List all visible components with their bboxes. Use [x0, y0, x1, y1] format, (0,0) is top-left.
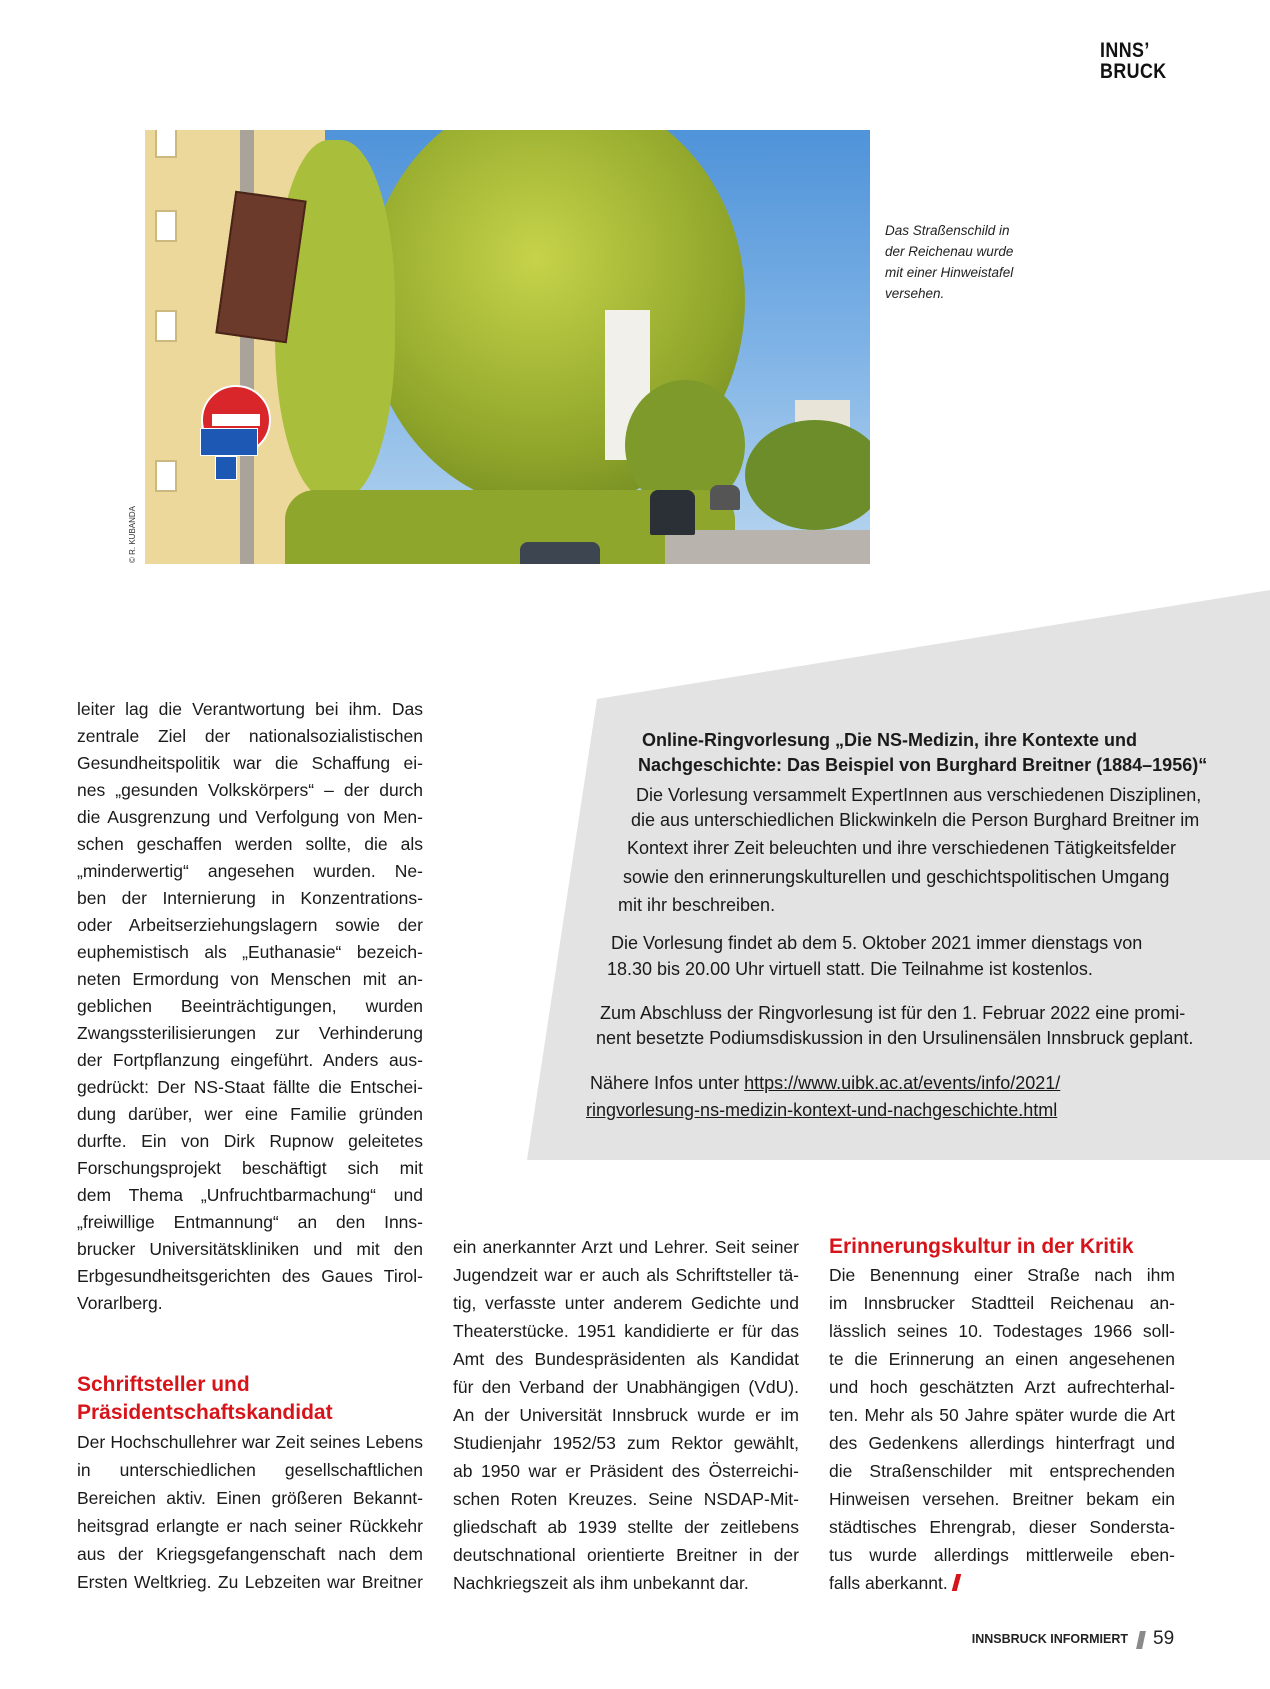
- text-line: [829, 1513, 1175, 1541]
- text-line: [77, 939, 423, 966]
- text-line: [77, 1484, 423, 1512]
- text-line: [829, 1373, 1175, 1401]
- text-line-content: durfte. Ein von Dirk Rupnow geleitetes: [77, 1131, 423, 1151]
- heading-line: Schriftsteller und: [77, 1373, 250, 1396]
- text-line: [453, 1261, 799, 1289]
- text-line: [77, 1236, 423, 1263]
- event-link[interactable]: ringvorlesung-ns-medizin-kontext-und-nachgeschichte.html: [586, 1100, 1058, 1120]
- text-line-content: Die Benennung einer Straße nach ihm: [829, 1265, 1175, 1285]
- text-line: [829, 1457, 1175, 1485]
- text-line: [77, 1128, 423, 1155]
- text-line: [77, 993, 423, 1020]
- section-heading: [77, 1371, 333, 1427]
- info-box-title: Nachgeschichte: Das Beispiel von Burghard Breitner (1884–1956)“: [638, 755, 1208, 775]
- text-line: [77, 912, 423, 939]
- text-line: [77, 1155, 423, 1182]
- text-line-content: Amt des Bundespräsidenten als Kandidat: [453, 1349, 799, 1369]
- logo-line-2: BRUCK: [1100, 60, 1167, 83]
- text-line: [453, 1373, 799, 1401]
- info-prefix: Nähere Infos unter: [590, 1073, 745, 1093]
- text-line: [453, 1289, 799, 1317]
- text-line-content: Theaterstücke. 1951 kandidierte er für das: [453, 1321, 799, 1341]
- text-line-content: schen geschaffen werden sollte, die als: [77, 834, 423, 854]
- caption-line: Das Straßenschild in: [885, 223, 1010, 238]
- text-line: [77, 885, 423, 912]
- text-line-content: lässlich seines 10. Todestages 1966 soll-: [829, 1321, 1175, 1341]
- text-line-content: schen Roten Kreuzes. Seine NSDAP-Mit-: [453, 1489, 799, 1509]
- text-line-content: te die Erinnerung an einen angesehenen: [829, 1349, 1175, 1369]
- text-line: [77, 804, 423, 831]
- text-line: [77, 1290, 423, 1317]
- text-line-content: Jugendzeit war er auch als Schriftsteller tä-: [453, 1265, 799, 1285]
- info-text: [586, 1097, 1057, 1123]
- text-line-content: Hinweisen versehen. Breitner bekam ein: [829, 1489, 1175, 1509]
- text-line: [829, 1345, 1175, 1373]
- text-line-content: Studienjahr 1952/53 zum Rektor gewählt,: [453, 1433, 799, 1453]
- right-column-text: [829, 1261, 1175, 1597]
- info-box-title: Online-Ringvorlesung „Die NS-Medizin, ihre Kontexte und: [642, 730, 1138, 750]
- text-line: [77, 858, 423, 885]
- text-line-content: aus der Kriegsgefangenschaft nach dem: [77, 1544, 423, 1564]
- photo-caption: [885, 220, 1035, 304]
- text-line: [453, 1541, 799, 1569]
- info-text: die aus unterschiedlichen Blickwinkeln die Person Burghard Breitner im: [631, 810, 1200, 830]
- text-line-content: die Ausgrenzung und Verfolgung von Men-: [77, 807, 423, 827]
- text-line: [453, 1345, 799, 1373]
- text-line-content: Der Hochschullehrer war Zeit seines Lebens: [77, 1432, 423, 1452]
- text-line: [829, 1261, 1175, 1289]
- text-line-content: geblichen Beeinträchtigungen, wurden: [77, 996, 423, 1016]
- text-line: [77, 1428, 423, 1456]
- left-column-text-2: [77, 1428, 423, 1596]
- text-line: [829, 1485, 1175, 1513]
- publication-name: INNSBRUCK INFORMIERT: [971, 1632, 1128, 1646]
- text-line: [77, 1263, 423, 1290]
- text-line-content: gedrückt: Der NS-Staat fällte die Entschei-: [77, 1077, 423, 1097]
- caption-line: versehen.: [885, 286, 945, 301]
- text-line-content: heitsgrad erlangte er nach seiner Rückkehr: [77, 1516, 423, 1536]
- middle-column-text: [453, 1233, 799, 1597]
- text-line-content: Gesundheitspolitik war die Schaffung ei-: [77, 753, 423, 773]
- event-link[interactable]: https://www.uibk.ac.at/events/info/2021/: [744, 1073, 1061, 1093]
- text-line-content: ben der Internierung in Konzentrations-: [77, 888, 423, 908]
- text-line: [77, 696, 423, 723]
- text-line-content: An der Universität Innsbruck wurde er im: [453, 1405, 799, 1425]
- text-line-content: Nachkriegszeit als ihm unbekannt dar.: [453, 1573, 749, 1593]
- text-line-content: der Fortpflanzung eingeführt. Anders aus-: [77, 1050, 423, 1070]
- text-line: [829, 1569, 1175, 1597]
- text-line-content: euphemistisch als „Euthanasie“ bezeich-: [77, 942, 423, 962]
- text-line: [829, 1317, 1175, 1345]
- text-line-content: neten Ermordung von Menschen mit an-: [77, 969, 423, 989]
- text-line: [829, 1541, 1175, 1569]
- photo-credit: © R. KUBANDA: [128, 505, 137, 563]
- text-line: [829, 1401, 1175, 1429]
- text-line-content: ab 1950 war er Präsident des Österreichi-: [453, 1461, 799, 1481]
- text-line-content: und hoch geschätzten Arzt aufrechterhal-: [829, 1377, 1175, 1397]
- text-line-content: tus wurde allerdings mittlerweile eben-: [829, 1545, 1175, 1565]
- info-text: 18.30 bis 20.00 Uhr virtuell statt. Die Teilnahme ist kostenlos.: [607, 959, 1093, 979]
- text-line-content: gliedschaft ab 1939 stellte der zeitlebens: [453, 1517, 799, 1537]
- info-text: Zum Abschluss der Ringvorlesung ist für den 1. Februar 2022 eine promi-: [600, 1003, 1186, 1023]
- text-line: [77, 1512, 423, 1540]
- text-line: [453, 1485, 799, 1513]
- caption-line: mit einer Hinweistafel: [885, 265, 1014, 280]
- text-line: [77, 750, 423, 777]
- text-line-content: dung darüber, wer eine Familie gründen: [77, 1104, 423, 1124]
- text-line: [829, 1289, 1175, 1317]
- text-line-content: dem Thema „Unfruchtbarmachung“ und: [77, 1185, 423, 1205]
- text-line: [77, 1456, 423, 1484]
- info-text: Kontext ihrer Zeit beleuchten und ihre verschiedenen Tätigkeitsfelder: [627, 838, 1176, 858]
- info-text: Die Vorlesung versammelt ExpertInnen aus verschiedenen Disziplinen,: [636, 785, 1202, 805]
- footer-slash-icon: [1136, 1631, 1146, 1649]
- text-line: [453, 1569, 799, 1597]
- section-heading: Erinnerungskultur in der Kritik: [829, 1235, 1134, 1258]
- text-line-content: nes „gesunden Volkskörpers“ – der durch: [77, 780, 423, 800]
- text-line: [77, 966, 423, 993]
- text-line: [453, 1457, 799, 1485]
- text-line-content: des Gedenkens allerdings hinterfragt und: [829, 1433, 1175, 1453]
- text-line: [77, 1074, 423, 1101]
- text-line-content: städtisches Ehrengrab, dieser Sondersta-: [829, 1517, 1175, 1537]
- text-line: [77, 831, 423, 858]
- text-line-content: ein anerkannter Arzt und Lehrer. Seit seiner: [453, 1237, 799, 1257]
- text-line: [829, 1429, 1175, 1457]
- end-mark-icon: [951, 1574, 961, 1591]
- text-line: [453, 1401, 799, 1429]
- text-line: [77, 1101, 423, 1128]
- text-line: [77, 1020, 423, 1047]
- text-line: [453, 1513, 799, 1541]
- info-text: nent besetzte Podiumsdiskussion in den Ursulinensälen Innsbruck geplant.: [596, 1028, 1194, 1048]
- text-line: [453, 1429, 799, 1457]
- logo-line-1: INNS’: [1100, 39, 1150, 62]
- text-line-content: Zwangssterilisierungen zur Verhinderung: [77, 1023, 423, 1043]
- text-line-content: im Innsbrucker Stadtteil Reichenau an-: [829, 1293, 1175, 1313]
- text-line-content: Vorarlberg.: [77, 1293, 163, 1313]
- text-line-content: für den Verband der Unabhängigen (VdU).: [453, 1377, 799, 1397]
- left-column-text: [77, 696, 423, 1317]
- text-line-content: „minderwertig“ angesehen wurden. Ne-: [77, 861, 423, 881]
- text-line: [453, 1233, 799, 1261]
- text-line: [77, 1047, 423, 1074]
- text-line-content: deutschnational orientierte Breitner in der: [453, 1545, 799, 1565]
- text-line-content: falls aberkannt.: [829, 1573, 948, 1593]
- text-line: [77, 1209, 423, 1236]
- text-line-content: in unterschiedlichen gesellschaftlichen: [77, 1460, 423, 1480]
- info-text: sowie den erinnerungskulturellen und geschichtspolitischen Umgang: [623, 867, 1170, 887]
- text-line-content: die Straßenschilder mit entsprechenden: [829, 1461, 1175, 1481]
- text-line-content: „freiwillige Entmannung“ an den Inns-: [77, 1212, 423, 1232]
- info-text: Die Vorlesung findet ab dem 5. Oktober 2021 immer dienstags von: [611, 933, 1143, 953]
- page-number: 59: [1153, 1628, 1175, 1649]
- heading-line: Präsidentschaftskandidat: [77, 1401, 333, 1424]
- text-line-content: Erbgesundheitsgerichten des Gaues Tirol-: [77, 1266, 423, 1286]
- text-line-content: leiter lag die Verantwortung bei ihm. Das: [77, 699, 423, 719]
- text-line: [77, 723, 423, 750]
- text-line: [77, 1568, 423, 1596]
- text-line-content: tig, verfasste unter anderem Gedichte und: [453, 1293, 799, 1313]
- info-text: mit ihr beschreiben.: [618, 895, 776, 915]
- text-line-content: zentrale Ziel der nationalsozialistischen: [77, 726, 423, 746]
- caption-line: der Reichenau wurde: [885, 244, 1014, 259]
- text-line-content: Bereichen aktiv. Einen größeren Bekannt-: [77, 1488, 423, 1508]
- text-line-content: ten. Mehr als 50 Jahre später wurde die Art: [829, 1405, 1175, 1425]
- street-sign-photo: [145, 130, 870, 564]
- text-line-content: Ersten Weltkrieg. Zu Lebzeiten war Breitner: [77, 1572, 423, 1592]
- innsbruck-logo: [1100, 40, 1167, 82]
- text-line-content: brucker Universitätskliniken und mit den: [77, 1239, 423, 1259]
- text-line: [77, 1540, 423, 1568]
- text-line: [77, 777, 423, 804]
- info-text: [590, 1070, 1060, 1096]
- text-line: [453, 1317, 799, 1345]
- text-line-content: Forschungsprojekt beschäftigt sich mit: [77, 1158, 423, 1178]
- text-line: [77, 1182, 423, 1209]
- text-line-content: oder Arbeitserziehungslagern sowie der: [77, 915, 423, 935]
